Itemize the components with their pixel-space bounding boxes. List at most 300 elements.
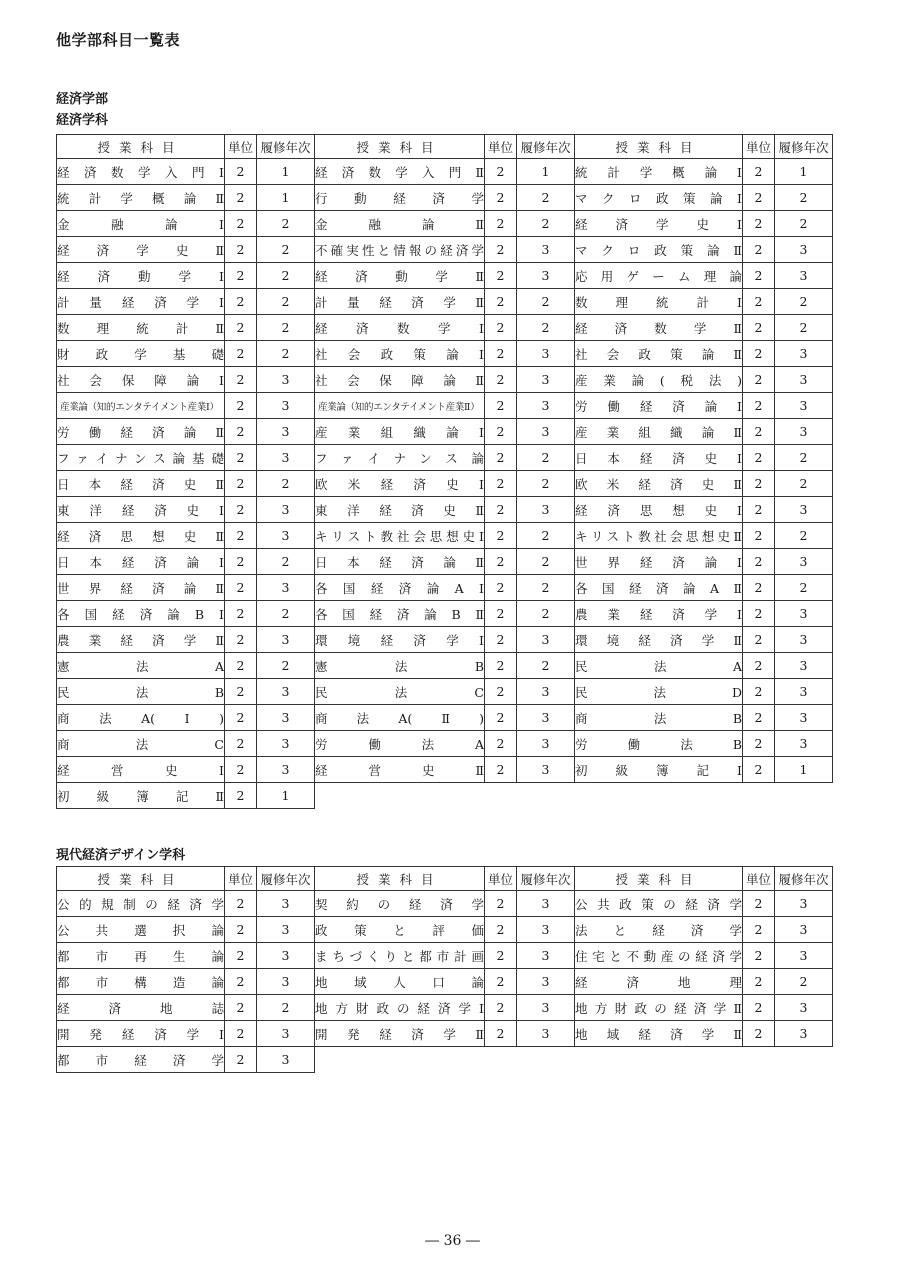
cell-subject: 東洋経済史Ⅱ <box>315 497 485 523</box>
cell-unit: 2 <box>225 419 257 445</box>
cell-subject: 商法C <box>57 731 225 757</box>
cell-unit: 2 <box>485 757 517 783</box>
cell-subject: 各国経済論BⅠ <box>57 601 225 627</box>
table-row <box>57 705 833 731</box>
cell-year: 3 <box>257 419 315 445</box>
cell-subject: 日本経済史Ⅰ <box>575 445 743 471</box>
cell-year: 3 <box>517 995 575 1021</box>
cell-subject: 各国経済論AⅠ <box>315 575 485 601</box>
cell-year: 1 <box>775 757 833 783</box>
cell-unit: 2 <box>225 211 257 237</box>
cell-subject: 地方財政の経済学Ⅰ <box>315 995 485 1021</box>
cell-year: 3 <box>517 367 575 393</box>
cell-year: 2 <box>517 315 575 341</box>
cell-unit: 2 <box>743 653 775 679</box>
table-row <box>57 653 833 679</box>
cell-year: 3 <box>517 1021 575 1047</box>
cell-year: 3 <box>775 705 833 731</box>
table-row <box>57 757 833 783</box>
cell-subject: 初級簿記Ⅰ <box>575 757 743 783</box>
cell-empty <box>575 783 743 809</box>
table-row <box>57 995 833 1021</box>
cell-unit: 2 <box>225 757 257 783</box>
cell-year: 3 <box>517 679 575 705</box>
cell-subject: 社会保障論Ⅰ <box>57 367 225 393</box>
cell-year: 2 <box>257 289 315 315</box>
cell-year: 3 <box>775 341 833 367</box>
cell-subject: キリスト教社会思想史Ⅰ <box>315 523 485 549</box>
cell-year: 2 <box>775 185 833 211</box>
cell-unit: 2 <box>743 393 775 419</box>
cell-unit: 2 <box>485 679 517 705</box>
cell-subject: 農業経済学Ⅰ <box>575 601 743 627</box>
cell-unit: 2 <box>743 627 775 653</box>
table-row <box>57 575 833 601</box>
header-unit: 単位 <box>485 135 517 159</box>
cell-year: 3 <box>257 917 315 943</box>
cell-empty <box>315 1047 485 1073</box>
cell-year: 1 <box>257 783 315 809</box>
cell-subject: 憲法B <box>315 653 485 679</box>
table-row <box>57 497 833 523</box>
cell-unit: 2 <box>225 237 257 263</box>
table-row <box>57 731 833 757</box>
cell-year: 1 <box>257 185 315 211</box>
cell-unit: 2 <box>743 757 775 783</box>
cell-unit: 2 <box>225 367 257 393</box>
cell-subject: 世界経済論Ⅰ <box>575 549 743 575</box>
cell-year: 3 <box>517 969 575 995</box>
cell-year: 3 <box>257 523 315 549</box>
cell-subject: 地域人口論 <box>315 969 485 995</box>
cell-year: 3 <box>517 419 575 445</box>
cell-year: 3 <box>775 393 833 419</box>
cell-year: 2 <box>257 549 315 575</box>
cell-unit: 2 <box>743 289 775 315</box>
cell-unit: 2 <box>225 1021 257 1047</box>
cell-unit: 2 <box>225 341 257 367</box>
cell-unit: 2 <box>225 679 257 705</box>
dept-heading-economics: 経済学科 <box>56 113 109 128</box>
header-year: 履修年次 <box>257 135 315 159</box>
cell-year: 1 <box>775 159 833 185</box>
cell-year: 2 <box>775 211 833 237</box>
cell-year: 2 <box>775 289 833 315</box>
cell-year: 3 <box>257 891 315 917</box>
cell-year: 2 <box>257 263 315 289</box>
cell-year: 3 <box>517 393 575 419</box>
cell-year: 3 <box>517 497 575 523</box>
cell-subject: 経済数学Ⅰ <box>315 315 485 341</box>
header-unit: 単位 <box>225 867 257 891</box>
cell-unit: 2 <box>485 185 517 211</box>
cell-subject: 日本経済論Ⅰ <box>57 549 225 575</box>
cell-unit: 2 <box>225 315 257 341</box>
cell-subject: 各国経済論BⅡ <box>315 601 485 627</box>
dept-heading-design: 現代経済デザイン学科 <box>56 848 186 863</box>
cell-year: 3 <box>775 549 833 575</box>
cell-subject: 経済思想史Ⅱ <box>57 523 225 549</box>
cell-empty <box>485 1047 517 1073</box>
cell-subject: 経済動学Ⅱ <box>315 263 485 289</box>
cell-year: 3 <box>517 731 575 757</box>
table-row <box>57 1047 833 1073</box>
cell-unit: 2 <box>225 601 257 627</box>
cell-subject: 労働経済論Ⅱ <box>57 419 225 445</box>
header-unit: 単位 <box>225 135 257 159</box>
cell-unit: 2 <box>485 393 517 419</box>
cell-subject: 金融論Ⅰ <box>57 211 225 237</box>
cell-year: 3 <box>257 1021 315 1047</box>
cell-subject: 経済学史Ⅱ <box>57 237 225 263</box>
cell-unit: 2 <box>225 575 257 601</box>
cell-subject: 計量経済学Ⅱ <box>315 289 485 315</box>
cell-subject: ファイナンス論 <box>315 445 485 471</box>
cell-subject: 金融論Ⅱ <box>315 211 485 237</box>
cell-year: 3 <box>257 969 315 995</box>
cell-subject: 労働法B <box>575 731 743 757</box>
cell-subject: 統計学概論Ⅰ <box>575 159 743 185</box>
table-row <box>57 211 833 237</box>
header-subject: 授業科目 <box>575 135 743 159</box>
cell-unit: 2 <box>743 523 775 549</box>
cell-empty <box>743 783 775 809</box>
cell-empty <box>517 783 575 809</box>
cell-unit: 2 <box>485 549 517 575</box>
cell-unit: 2 <box>485 731 517 757</box>
cell-subject: 地域経済学Ⅱ <box>575 1021 743 1047</box>
table-row <box>57 679 833 705</box>
cell-subject: キリスト教社会思想史Ⅱ <box>575 523 743 549</box>
cell-subject: 産業論(税法) <box>575 367 743 393</box>
cell-unit: 2 <box>743 601 775 627</box>
cell-subject: 産業論（知的エンタテイメント産業Ⅱ） <box>315 393 485 419</box>
cell-unit: 2 <box>743 731 775 757</box>
cell-unit: 2 <box>743 471 775 497</box>
cell-empty <box>517 1047 575 1073</box>
cell-subject: 経営史Ⅱ <box>315 757 485 783</box>
cell-subject: マクロ政策論Ⅰ <box>575 185 743 211</box>
cell-unit: 2 <box>485 341 517 367</box>
table-row <box>57 471 833 497</box>
cell-year: 2 <box>517 211 575 237</box>
cell-subject: 統計学概論Ⅱ <box>57 185 225 211</box>
cell-subject: 社会保障論Ⅱ <box>315 367 485 393</box>
cell-subject: 商法A(Ⅱ) <box>315 705 485 731</box>
cell-subject: マクロ政策論Ⅱ <box>575 237 743 263</box>
cell-year: 3 <box>775 237 833 263</box>
header-subject: 授業科目 <box>315 135 485 159</box>
cell-subject: 行動経済学 <box>315 185 485 211</box>
cell-unit: 2 <box>743 575 775 601</box>
cell-subject: 社会政策論Ⅰ <box>315 341 485 367</box>
cell-subject: 各国経済論AⅡ <box>575 575 743 601</box>
cell-year: 3 <box>257 1047 315 1073</box>
cell-subject: 計量経済学Ⅰ <box>57 289 225 315</box>
cell-subject: 法と経済学 <box>575 917 743 943</box>
cell-unit: 2 <box>743 1021 775 1047</box>
cell-unit: 2 <box>225 289 257 315</box>
cell-unit: 2 <box>485 523 517 549</box>
cell-empty <box>775 1047 833 1073</box>
table-row <box>57 393 833 419</box>
cell-unit: 2 <box>743 237 775 263</box>
cell-unit: 2 <box>485 943 517 969</box>
cell-year: 3 <box>517 705 575 731</box>
cell-unit: 2 <box>743 995 775 1021</box>
cell-unit: 2 <box>743 263 775 289</box>
cell-unit: 2 <box>485 445 517 471</box>
cell-year: 2 <box>257 995 315 1021</box>
cell-subject: 都市構造論 <box>57 969 225 995</box>
cell-subject: 地方財政の経済学Ⅱ <box>575 995 743 1021</box>
cell-subject: 政策と評価 <box>315 917 485 943</box>
table-row <box>57 341 833 367</box>
table-row <box>57 969 833 995</box>
cell-year: 2 <box>775 315 833 341</box>
table-row <box>57 419 833 445</box>
cell-unit: 2 <box>485 601 517 627</box>
cell-subject: 経済数学Ⅱ <box>575 315 743 341</box>
cell-year: 2 <box>517 653 575 679</box>
cell-year: 3 <box>257 731 315 757</box>
cell-year: 3 <box>257 705 315 731</box>
cell-year: 2 <box>517 601 575 627</box>
table-row <box>57 523 833 549</box>
cell-unit: 2 <box>743 211 775 237</box>
cell-subject: 環境経済学Ⅰ <box>315 627 485 653</box>
header-subject: 授業科目 <box>57 867 225 891</box>
cell-year: 3 <box>517 627 575 653</box>
table-row <box>57 263 833 289</box>
table-row <box>57 445 833 471</box>
cell-subject: 社会政策論Ⅱ <box>575 341 743 367</box>
cell-year: 2 <box>257 315 315 341</box>
cell-subject: 経済思想史Ⅰ <box>575 497 743 523</box>
cell-year: 3 <box>775 367 833 393</box>
cell-year: 3 <box>517 891 575 917</box>
cell-unit: 2 <box>485 917 517 943</box>
cell-year: 3 <box>257 393 315 419</box>
cell-subject: 都市経済学 <box>57 1047 225 1073</box>
cell-subject: 商法B <box>575 705 743 731</box>
cell-subject: 欧米経済史Ⅰ <box>315 471 485 497</box>
header-year: 履修年次 <box>775 867 833 891</box>
cell-year: 3 <box>257 943 315 969</box>
page-title: 他学部科目一覧表 <box>56 31 181 49</box>
cell-year: 2 <box>517 445 575 471</box>
table-header-row <box>57 867 833 891</box>
cell-unit: 2 <box>743 917 775 943</box>
cell-subject: 経済動学Ⅰ <box>57 263 225 289</box>
cell-subject: 民法B <box>57 679 225 705</box>
table-row <box>57 943 833 969</box>
cell-unit: 2 <box>485 969 517 995</box>
cell-subject: 数理統計Ⅱ <box>57 315 225 341</box>
cell-year: 3 <box>775 679 833 705</box>
cell-subject: 初級簿記Ⅱ <box>57 783 225 809</box>
table-row <box>57 627 833 653</box>
cell-year: 3 <box>517 917 575 943</box>
cell-year: 3 <box>775 1021 833 1047</box>
cell-unit: 2 <box>485 995 517 1021</box>
table-row <box>57 549 833 575</box>
table-row <box>57 237 833 263</box>
cell-year: 3 <box>257 445 315 471</box>
cell-subject: 経済数学入門Ⅱ <box>315 159 485 185</box>
cell-unit: 2 <box>485 497 517 523</box>
cell-year: 2 <box>775 445 833 471</box>
cell-subject: 環境経済学Ⅱ <box>575 627 743 653</box>
cell-subject: 欧米経済史Ⅱ <box>575 471 743 497</box>
cell-subject: 産業組織論Ⅰ <box>315 419 485 445</box>
cell-subject: 世界経済論Ⅱ <box>57 575 225 601</box>
cell-unit: 2 <box>225 705 257 731</box>
cell-unit: 2 <box>743 185 775 211</box>
cell-year: 2 <box>257 601 315 627</box>
cell-subject: 経済学史Ⅰ <box>575 211 743 237</box>
cell-unit: 2 <box>225 653 257 679</box>
cell-year: 2 <box>517 549 575 575</box>
cell-year: 3 <box>775 995 833 1021</box>
cell-unit: 2 <box>225 917 257 943</box>
cell-year: 2 <box>517 575 575 601</box>
cell-unit: 2 <box>225 159 257 185</box>
cell-year: 2 <box>257 211 315 237</box>
economics-course-table <box>56 134 833 809</box>
cell-subject: 産業組織論Ⅱ <box>575 419 743 445</box>
table-row <box>57 601 833 627</box>
cell-year: 2 <box>775 575 833 601</box>
cell-unit: 2 <box>225 523 257 549</box>
faculty-heading: 経済学部 <box>56 92 109 107</box>
cell-subject: 経済地誌 <box>57 995 225 1021</box>
header-subject: 授業科目 <box>315 867 485 891</box>
cell-year: 3 <box>775 731 833 757</box>
cell-subject: 商法A(Ⅰ) <box>57 705 225 731</box>
cell-unit: 2 <box>485 419 517 445</box>
cell-year: 3 <box>775 917 833 943</box>
cell-year: 3 <box>517 341 575 367</box>
cell-unit: 2 <box>485 315 517 341</box>
cell-year: 2 <box>775 523 833 549</box>
cell-unit: 2 <box>743 341 775 367</box>
cell-unit: 2 <box>743 891 775 917</box>
cell-year: 3 <box>775 497 833 523</box>
cell-unit: 2 <box>225 471 257 497</box>
cell-subject: 民法D <box>575 679 743 705</box>
cell-subject: 労働法A <box>315 731 485 757</box>
cell-year: 2 <box>257 237 315 263</box>
cell-unit: 2 <box>743 445 775 471</box>
header-subject: 授業科目 <box>575 867 743 891</box>
cell-unit: 2 <box>485 653 517 679</box>
design-course-table <box>56 866 833 1073</box>
table-row <box>57 367 833 393</box>
cell-unit: 2 <box>225 943 257 969</box>
cell-subject: 公共政策の経済学 <box>575 891 743 917</box>
table-row <box>57 185 833 211</box>
cell-unit: 2 <box>743 679 775 705</box>
cell-unit: 2 <box>485 289 517 315</box>
cell-year: 2 <box>257 471 315 497</box>
cell-unit: 2 <box>225 393 257 419</box>
table-row <box>57 315 833 341</box>
cell-year: 2 <box>517 523 575 549</box>
page-number: ― 36 ― <box>425 1233 480 1249</box>
cell-year: 3 <box>257 367 315 393</box>
cell-empty <box>575 1047 743 1073</box>
cell-unit: 2 <box>743 969 775 995</box>
cell-year: 2 <box>775 471 833 497</box>
cell-year: 3 <box>775 653 833 679</box>
cell-subject: 経済数学入門Ⅰ <box>57 159 225 185</box>
cell-unit: 2 <box>225 891 257 917</box>
cell-subject: 民法A <box>575 653 743 679</box>
cell-unit: 2 <box>743 159 775 185</box>
cell-year: 3 <box>775 627 833 653</box>
cell-unit: 2 <box>743 367 775 393</box>
cell-year: 3 <box>775 419 833 445</box>
cell-subject: 都市再生論 <box>57 943 225 969</box>
cell-year: 2 <box>257 653 315 679</box>
cell-subject: 契約の経済学 <box>315 891 485 917</box>
cell-year: 2 <box>517 185 575 211</box>
cell-subject: 公的規制の経済学 <box>57 891 225 917</box>
cell-unit: 2 <box>225 185 257 211</box>
cell-unit: 2 <box>225 263 257 289</box>
cell-subject: 開発経済学Ⅰ <box>57 1021 225 1047</box>
cell-subject: 産業論（知的エンタテイメント産業Ⅰ） <box>57 393 225 419</box>
header-year: 履修年次 <box>257 867 315 891</box>
cell-unit: 2 <box>225 731 257 757</box>
cell-year: 3 <box>257 679 315 705</box>
cell-unit: 2 <box>743 497 775 523</box>
table-row <box>57 783 833 809</box>
cell-subject: 不確実性と情報の経済学 <box>315 237 485 263</box>
cell-unit: 2 <box>485 159 517 185</box>
header-year: 履修年次 <box>517 135 575 159</box>
cell-unit: 2 <box>225 549 257 575</box>
table-header-row <box>57 135 833 159</box>
cell-unit: 2 <box>485 367 517 393</box>
cell-subject: 財政学基礎 <box>57 341 225 367</box>
cell-subject: 日本経済史Ⅱ <box>57 471 225 497</box>
cell-subject: 東洋経済史Ⅰ <box>57 497 225 523</box>
cell-empty <box>775 783 833 809</box>
cell-year: 2 <box>257 341 315 367</box>
cell-year: 3 <box>517 237 575 263</box>
cell-unit: 2 <box>485 211 517 237</box>
cell-unit: 2 <box>485 705 517 731</box>
cell-subject: ファイナンス論基礎 <box>57 445 225 471</box>
table-row <box>57 891 833 917</box>
cell-subject: 憲法A <box>57 653 225 679</box>
cell-subject: 経営史Ⅰ <box>57 757 225 783</box>
cell-unit: 2 <box>485 575 517 601</box>
cell-subject: 公共選択論 <box>57 917 225 943</box>
header-year: 履修年次 <box>517 867 575 891</box>
cell-unit: 2 <box>225 783 257 809</box>
cell-subject: 農業経済学Ⅱ <box>57 627 225 653</box>
cell-year: 3 <box>257 497 315 523</box>
cell-unit: 2 <box>225 995 257 1021</box>
cell-year: 3 <box>517 263 575 289</box>
cell-subject: 開発経済学Ⅱ <box>315 1021 485 1047</box>
cell-unit: 2 <box>485 237 517 263</box>
cell-unit: 2 <box>743 549 775 575</box>
cell-year: 2 <box>517 471 575 497</box>
